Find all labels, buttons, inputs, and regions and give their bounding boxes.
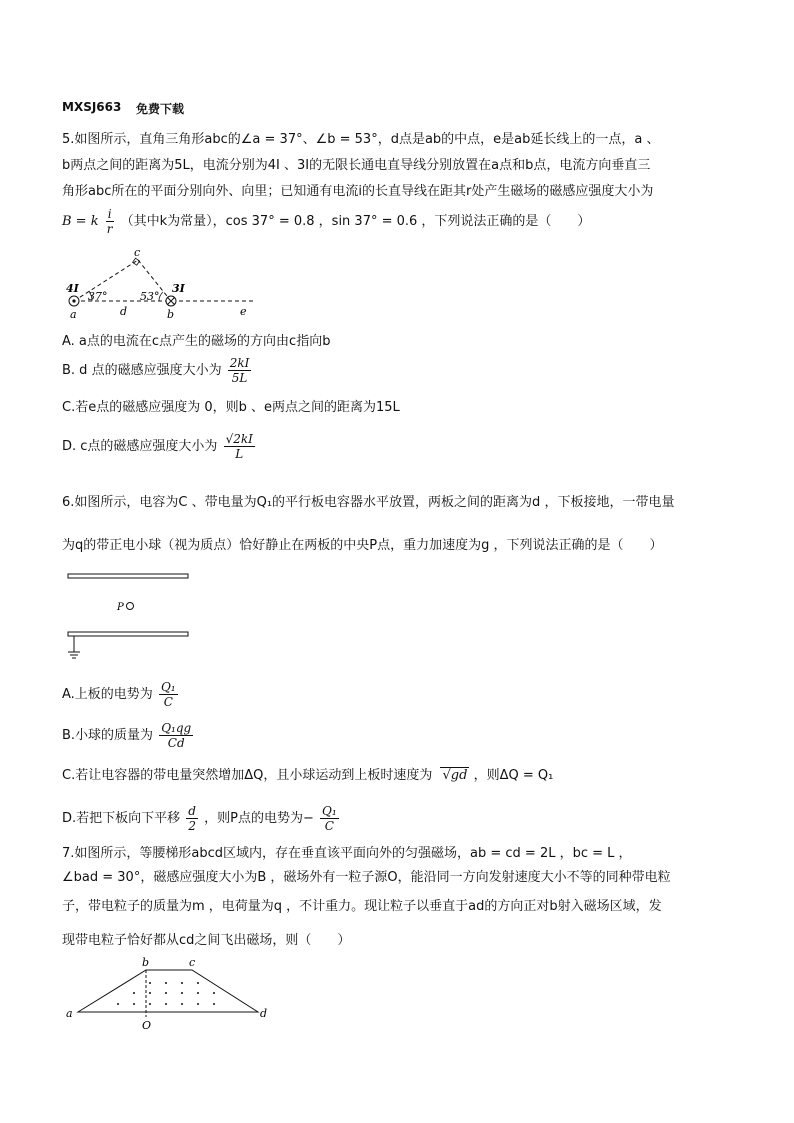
q6-line1: 6.如图所示，电容为C 、带电量为Q₁的平行板电容器水平放置，两板之间的距离为d ，下板接地，一带电量 xyxy=(62,495,675,510)
q6-optC-sqrt: √gd xyxy=(442,768,468,783)
upper-plate xyxy=(68,574,188,578)
q6-optD-den: 2 xyxy=(188,819,196,833)
q6-optD-den2: C xyxy=(324,819,334,833)
q5-optD-fraction xyxy=(224,432,255,461)
q6-optD-num: d xyxy=(188,804,196,818)
q6-optD-fraction1 xyxy=(186,804,198,833)
q6-optB-prefix: B.小球的质量为 xyxy=(62,728,154,743)
q6-optD-num2: Q₁ xyxy=(322,804,337,818)
q5-label-53: 53° xyxy=(140,290,160,303)
q5-label-b: b xyxy=(167,308,175,321)
q6-optB-den: Cd xyxy=(167,736,185,750)
header-download: 免费下载 xyxy=(136,102,185,116)
q6-option-d xyxy=(62,804,341,833)
q5-optB-fraction xyxy=(228,356,252,385)
q6-option-b xyxy=(62,721,195,750)
header-code: MXSJ663 xyxy=(62,100,122,114)
q5-optB-prefix: B. d 点的磁感应强度大小为 xyxy=(62,363,222,378)
q6-optD-mid: ，则P点的电势为− xyxy=(204,811,314,826)
q6-optB-num: Q₁qg xyxy=(161,721,192,735)
q7-line4: 现带电粒子恰好都从cd之间飞出磁场，则（ ） xyxy=(62,933,351,948)
q5-angle-b-arc xyxy=(159,292,163,301)
q7-trapezoid-figure xyxy=(62,955,277,1035)
ball-icon xyxy=(127,603,134,610)
q6-line2: 为q的带正电小球（视为质点）恰好静止在两板的中央P点，重力加速度为g ，下列说法正确的是（ ） xyxy=(62,538,663,553)
q6-optD-fraction2 xyxy=(320,804,339,833)
q6-optC-sqrt-value: gd xyxy=(450,768,468,783)
q7-label-c: c xyxy=(189,956,196,969)
q5-label-37: 37° xyxy=(88,290,108,303)
q5-formula-fraction xyxy=(105,207,115,236)
q5-formula-prefix: B = k xyxy=(62,214,99,229)
q5-label-e: e xyxy=(240,305,247,318)
q5-optD-prefix: D. c点的磁感应强度大小为 xyxy=(62,439,218,454)
q7-label-O: O xyxy=(142,1019,152,1032)
q6-option-a xyxy=(62,680,180,709)
q6-optA-fraction xyxy=(159,680,178,709)
q6-optB-fraction xyxy=(159,721,193,750)
q5-line1: 5.如图所示，直角三角形abc的∠a = 37°、∠b = 53°，d点是ab的中点，e是ab延长线上的一点，a 、 xyxy=(62,132,660,147)
q5-label-4I: 4I xyxy=(66,282,79,295)
q5-optB-num: 2kI xyxy=(229,356,250,370)
q5-label-c: c xyxy=(134,246,141,259)
q7-label-b: b xyxy=(142,956,150,969)
q7-label-a: a xyxy=(66,1007,73,1020)
q7-line1: 7.如图所示，等腰梯形abcd区域内，存在垂直该平面向外的匀强磁场，ab = cd = 2L ，bc = L ， xyxy=(62,846,632,861)
q5-line2: b两点之间的距离为5L，电流分别为4I 、3I的无限长通电直导线分别放置在a点和b点，电流方向垂直三 xyxy=(62,158,651,173)
q7-line3: 子，带电粒子的质量为m ，电荷量为q ，不计重力。现让粒子以垂直于ad的方向正对b射入磁场区域，发 xyxy=(62,899,662,914)
q5-line4 xyxy=(62,207,590,236)
q5-label-3I: 3I xyxy=(172,282,185,295)
q5-optB-den: 5L xyxy=(231,371,248,385)
dot-out-icon xyxy=(69,296,79,306)
q6-option-c xyxy=(62,767,553,785)
magnetic-field-dots xyxy=(117,982,215,1005)
q6-capacitor-figure xyxy=(62,568,202,666)
ground-icon xyxy=(68,636,80,658)
q7-line2: ∠bad = 30°，磁感应强度大小为B ，磁场外有一粒子源O，能沿同一方向发射速度大小不等的同种带电粒 xyxy=(62,870,671,885)
q6-optA-prefix: A.上板的电势为 xyxy=(62,687,153,702)
cross-in-icon xyxy=(166,296,176,306)
q6-label-P: P xyxy=(117,602,124,613)
q6-optC-suffix: ，则ΔQ = Q₁ xyxy=(473,768,554,783)
q5-label-d: d xyxy=(120,305,128,318)
q6-optC-prefix: C.若让电容器的带电量突然增加ΔQ，且小球运动到上板时速度为 xyxy=(62,768,433,783)
q5-line4-rest: （其中k为常量），cos 37° = 0.8 ，sin 37° = 0.6 ，下列说法正确的是（ ） xyxy=(120,214,591,229)
q5-label-a: a xyxy=(70,308,77,321)
q5-line3: 角形abc所在的平面分别向外、向里；已知通有电流i的长直导线在距其r处产生磁场的磁感应强度大小为 xyxy=(62,184,654,199)
lower-plate xyxy=(68,632,188,636)
q6-optD-prefix: D.若把下板向下平移 xyxy=(62,811,181,826)
trapezoid-abcd xyxy=(78,970,258,1012)
q5-triangle-figure xyxy=(58,246,268,322)
q5-optD-num: √2kI xyxy=(225,432,253,446)
q6-optA-num: Q₁ xyxy=(160,680,176,694)
q6-optA-den: C xyxy=(163,695,173,709)
q5-option-d xyxy=(62,432,257,461)
q5-formula-num: i xyxy=(107,207,112,221)
q5-optD-den: L xyxy=(235,447,244,461)
q7-label-d: d xyxy=(260,1007,268,1020)
q5-option-c: C.若e点的磁感应强度为 0，则b 、e两点之间的距离为15L xyxy=(62,400,400,415)
q5-option-b xyxy=(62,356,253,385)
q5-option-a: A. a点的电流在c点产生的磁场的方向由c指向b xyxy=(62,334,331,349)
q5-formula-den: r xyxy=(106,222,113,236)
